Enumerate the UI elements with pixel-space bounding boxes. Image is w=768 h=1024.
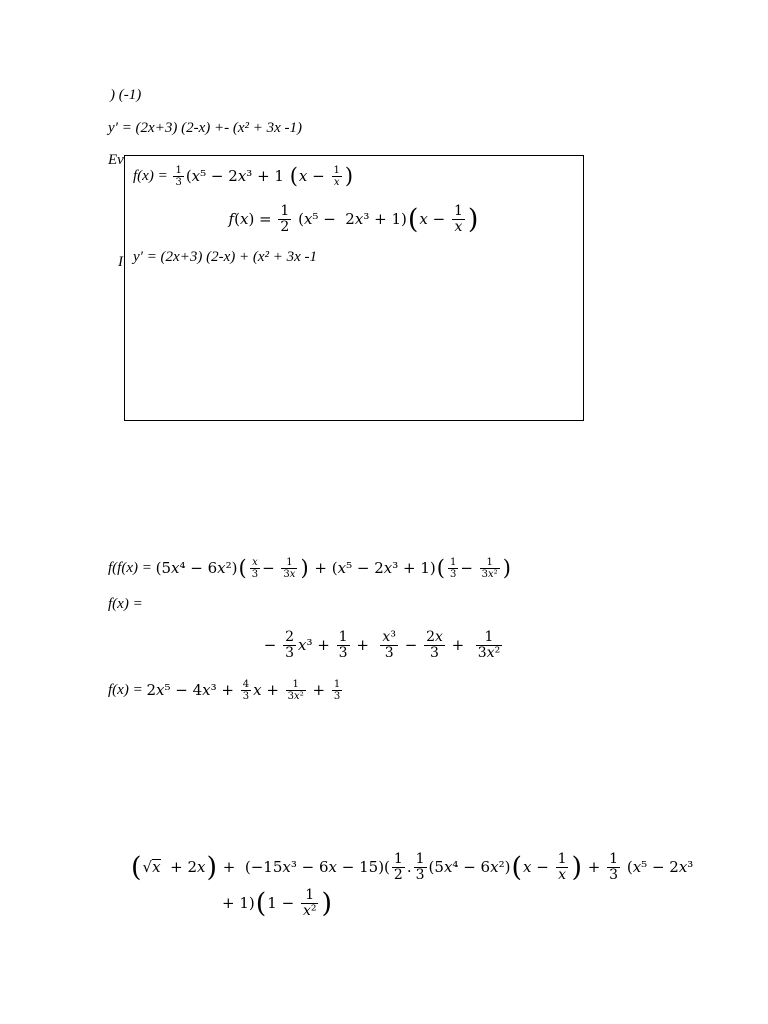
large-parenthesis: (: [131, 851, 142, 883]
derivation-line-6: [222, 883, 333, 923]
math-variable: x: [383, 559, 393, 577]
top-line-2-derivative: [108, 108, 302, 148]
math-expression: (x⁵ − 2x³ + 1: [185, 167, 289, 185]
math-variable: x: [302, 902, 311, 919]
large-parenthesis: (: [407, 203, 419, 235]
math-expression: x −: [522, 858, 554, 876]
text-run: Ev: [108, 152, 124, 168]
fraction-numerator: 1: [449, 556, 457, 568]
text-run: ) (-1): [110, 87, 142, 103]
math-variable: x: [454, 218, 463, 235]
math-variable: x: [443, 858, 453, 876]
fraction: [286, 679, 306, 702]
fraction: [556, 852, 569, 883]
fraction: [283, 630, 296, 661]
math-variable: x: [217, 559, 226, 577]
fraction-numerator: 4: [242, 678, 250, 690]
math-expression: √: [142, 858, 153, 876]
fraction-denominator: 3x: [283, 568, 296, 580]
math-expression: + (x⁵ − 2x³ + 1): [309, 559, 436, 577]
math-expression: + (−15x³ − 6x − 15)(: [218, 858, 390, 876]
fraction-numerator: 2: [285, 628, 295, 645]
derivation-line-3: [0, 625, 768, 665]
fraction: [448, 557, 458, 580]
math-expression: +: [351, 636, 379, 654]
math-variable: x: [298, 167, 308, 185]
fraction-numerator: x³: [382, 628, 396, 645]
fraction-denominator: 3: [285, 644, 295, 661]
fraction-numerator: 1: [415, 850, 425, 867]
math-variable: x: [298, 636, 307, 654]
math-variable: x: [522, 858, 532, 876]
fraction: [452, 204, 465, 235]
square-root-radicand: [152, 859, 160, 875]
fraction: [392, 852, 405, 883]
math-variable: x: [303, 210, 313, 228]
fraction-numerator: 1: [609, 850, 619, 867]
derivation-line-4: [108, 670, 344, 710]
math-variable: x: [289, 568, 296, 580]
fraction: [332, 679, 342, 702]
fraction-denominator: 2: [280, 218, 290, 235]
fraction-denominator: 3: [609, 866, 619, 883]
fraction-denominator: 3x²: [481, 568, 498, 580]
fraction-denominator: [332, 177, 342, 188]
fraction-numerator: 1: [280, 202, 290, 219]
box-equation-1: [133, 156, 354, 196]
large-parenthesis: (: [511, 851, 522, 883]
fraction: [607, 852, 620, 883]
text-run: f(x) =: [108, 596, 143, 612]
fraction: [281, 557, 297, 580]
math-variable: x: [171, 559, 180, 577]
math-variable: x: [632, 858, 642, 876]
large-parenthesis: ): [344, 163, 354, 188]
math-expression: f(x) =: [228, 210, 277, 228]
large-parenthesis: ): [206, 851, 218, 883]
large-parenthesis: ): [467, 203, 479, 235]
fraction: [250, 557, 260, 580]
math-variable: x: [337, 559, 347, 577]
math-expression: (5x⁴ − 6x²): [155, 559, 238, 577]
math-variable: x: [202, 681, 211, 699]
fraction-denominator: 3: [384, 644, 394, 661]
math-expression: −: [262, 559, 280, 577]
fraction-denominator: 3x²: [477, 644, 501, 661]
math-expression: x −: [298, 167, 330, 185]
math-variable: x: [490, 858, 499, 876]
derivation-line-1: [108, 548, 512, 588]
math-variable: x: [678, 858, 688, 876]
math-expression: +: [446, 636, 474, 654]
math-variable: x: [282, 858, 291, 876]
math-variable: f: [228, 210, 235, 228]
fraction-denominator: x²: [302, 902, 317, 919]
fraction-denominator: 3: [251, 568, 259, 580]
math-expression: + 1): [222, 894, 255, 912]
fraction-numerator: 1: [480, 557, 500, 569]
fraction-denominator: 3: [338, 644, 348, 661]
fraction-numerator: 1: [476, 630, 502, 646]
text-run: y′ = (2x+3) (2-x) + (x² + 3x -1: [133, 249, 318, 265]
fraction-numerator: 2x: [426, 628, 443, 645]
box-equation-3: [133, 237, 317, 277]
math-variable: x: [419, 210, 428, 228]
math-variable: x: [328, 858, 338, 876]
fraction-denominator: 3: [415, 866, 425, 883]
fraction-denominator: 3: [175, 176, 182, 188]
fraction-numerator: 1: [301, 888, 319, 904]
fraction-numerator: 1: [286, 679, 306, 691]
math-variable: x: [239, 210, 249, 228]
fraction: [480, 557, 500, 580]
math-variable: x: [197, 858, 206, 876]
partial-letter-fragment: [118, 242, 123, 282]
math-variable: x: [382, 628, 391, 645]
fraction-numerator: 1: [393, 850, 403, 867]
large-parenthesis: ): [300, 555, 309, 580]
text-run: I: [118, 254, 123, 270]
text-run: y′ = (2x+3) (2-x) +- (x² + 3x -1): [108, 120, 303, 136]
fraction-numerator: 1: [333, 678, 341, 690]
fraction-denominator: 3: [430, 644, 439, 661]
large-parenthesis: (: [289, 163, 298, 188]
fraction: [301, 888, 319, 919]
fraction-numerator: 1: [333, 164, 340, 176]
math-variable: x: [155, 681, 165, 699]
math-variable: x: [253, 681, 262, 699]
math-variable: x: [152, 858, 161, 876]
text-run: f(x) =: [108, 682, 147, 698]
large-parenthesis: ): [502, 555, 511, 580]
text-box: [124, 155, 584, 421]
fraction: [476, 630, 502, 661]
fraction: [380, 630, 398, 661]
fraction-numerator: 1: [338, 628, 348, 645]
math-expression: x³ +: [298, 636, 335, 654]
math-variable: x: [237, 167, 247, 185]
math-expression: (x⁵ − 2x³ + 1): [293, 210, 407, 228]
math-variable: x: [558, 866, 566, 883]
fraction: [414, 852, 427, 883]
fraction-denominator: [556, 868, 569, 883]
text-run: f(x) =: [133, 168, 172, 184]
large-parenthesis: (: [436, 555, 445, 580]
fraction-denominator: 3: [333, 690, 341, 702]
math-expression: (5x⁴ − 6x²): [428, 858, 511, 876]
fraction-numerator: 1: [453, 202, 463, 219]
fraction-numerator: 1: [175, 164, 182, 176]
fraction-denominator: [452, 220, 465, 235]
math-expression: + 2x: [160, 858, 206, 876]
derivation-line-5: [130, 847, 693, 887]
math-variable: x: [354, 210, 364, 228]
fraction-denominator: 3: [449, 568, 457, 580]
fraction-denominator: 3x²: [287, 690, 304, 702]
fraction: [173, 165, 183, 188]
text-run: f(f(x) =: [108, 560, 156, 576]
math-expression: +: [583, 858, 606, 876]
math-variable: x: [252, 556, 258, 568]
derivation-line-2: [108, 584, 143, 624]
fraction: [278, 204, 291, 235]
fraction-numerator: 1: [557, 850, 567, 867]
fraction-numerator: 1: [281, 557, 297, 569]
math-variable: x: [486, 644, 495, 661]
math-expression: 1 −: [267, 894, 299, 912]
large-parenthesis: (: [238, 555, 247, 580]
math-variable: x: [294, 690, 300, 702]
math-expression: −: [460, 559, 478, 577]
large-parenthesis: ): [321, 887, 333, 919]
fraction: [424, 630, 445, 661]
math-expression: x +: [253, 681, 284, 699]
math-expression: .: [406, 858, 412, 876]
fraction-denominator: 3: [242, 690, 250, 702]
math-expression: x −: [419, 210, 450, 228]
large-parenthesis: ): [571, 851, 583, 883]
fraction: [337, 630, 350, 661]
math-variable: x: [333, 176, 340, 188]
fraction: [332, 165, 342, 188]
fraction: [241, 679, 251, 702]
fraction-numerator: [250, 557, 260, 569]
math-variable: x: [434, 628, 443, 645]
math-expression: 2x⁵ − 4x³ +: [146, 681, 239, 699]
math-variable: x: [191, 167, 201, 185]
large-parenthesis: (: [255, 887, 267, 919]
box-equation-2: [125, 199, 583, 239]
math-variable: x: [488, 568, 494, 580]
math-expression: −: [263, 636, 282, 654]
math-expression: −: [399, 636, 423, 654]
math-expression: (x⁵ − 2x³: [622, 858, 694, 876]
partial-heading-fragment: [108, 140, 124, 180]
math-expression: +: [307, 681, 330, 699]
fraction-denominator: 2: [393, 866, 403, 883]
